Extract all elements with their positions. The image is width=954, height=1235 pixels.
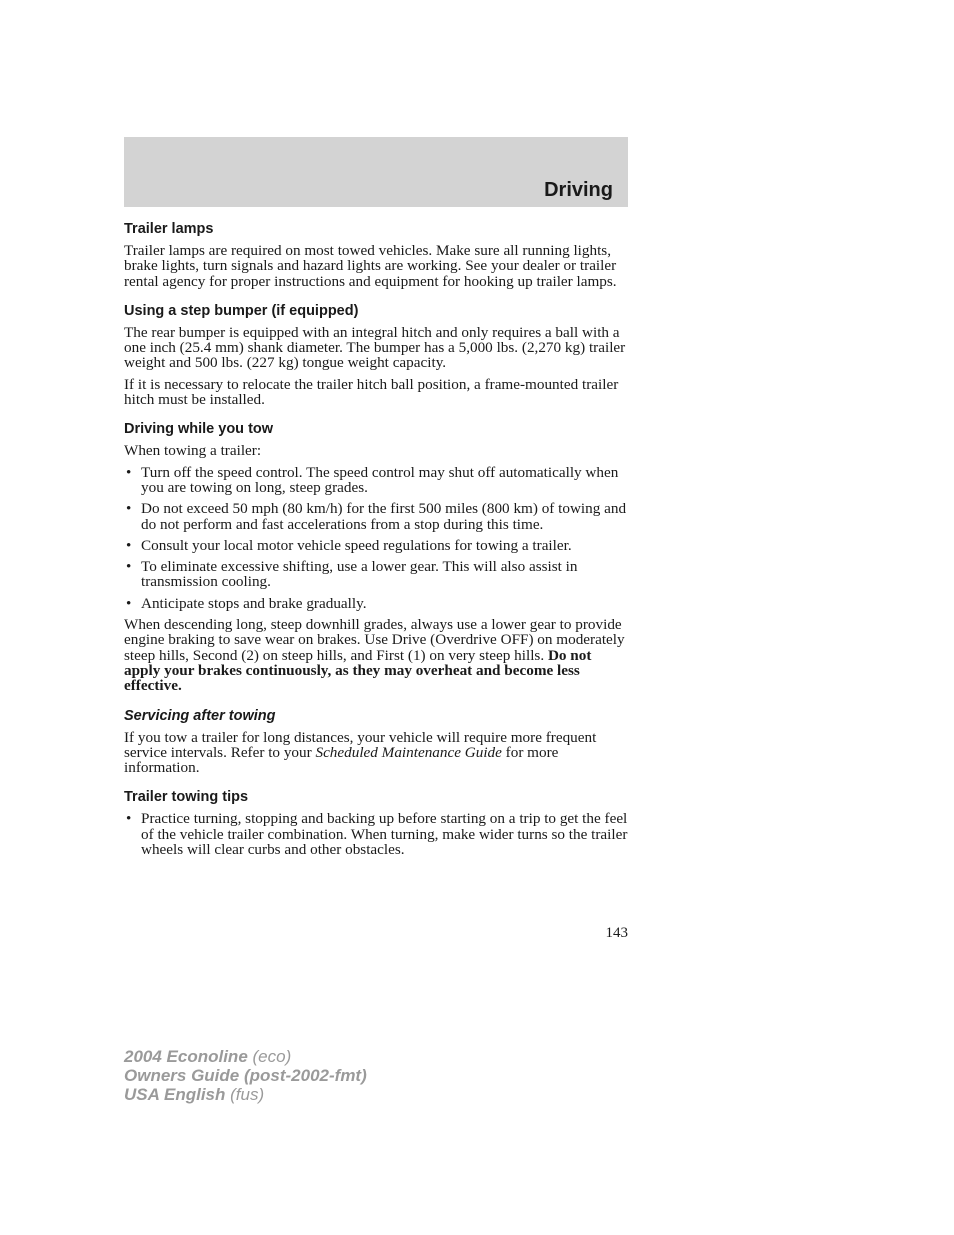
list-item-text: Turn off the speed control. The speed control may shut off automatically when you are towing on long, steep grades. — [141, 463, 619, 496]
list-item — [124, 811, 628, 857]
section-trailer-lamps — [124, 220, 628, 289]
list-item-text: Do not exceed 50 mph (80 km/h) for the first 500 miles (800 km) of towing and do not perform and fast accelerations from a stop during this time. — [141, 500, 627, 533]
bullet-glyph: • — [126, 500, 132, 518]
list-item-text: Anticipate stops and brake gradually. — [141, 594, 367, 612]
list-item-text: Practice turning, stopping and backing up before starting on a trip to get the feel of the vehicle trailer combination. When turning, make wider turns so the trailer wheels will clear curbs and other obstacles. — [141, 810, 628, 859]
guide-title-italic: Scheduled Maintenance Guide — [315, 743, 502, 761]
footer-line-guide — [124, 1066, 367, 1085]
bullet-list — [124, 811, 628, 857]
heading-step-bumper: Using a step bumper (if equipped) — [124, 302, 359, 319]
list-item-text: Consult your local motor vehicle speed regulations for towing a trailer. — [141, 536, 572, 554]
paragraph-descending-grades — [124, 617, 628, 693]
footer-line-language — [124, 1085, 367, 1104]
footer-model: 2004 Econoline — [124, 1047, 248, 1066]
bullet-glyph: • — [126, 594, 132, 612]
section-trailer-towing-tips — [124, 788, 628, 857]
paragraph — [124, 730, 628, 776]
footer-language: USA English — [124, 1085, 226, 1104]
page-number: 143 — [605, 925, 628, 941]
list-item — [124, 501, 628, 532]
paragraph: When towing a trailer: — [124, 442, 262, 460]
section-driving-while-you-tow — [124, 420, 628, 693]
footer-model-code: (eco) — [247, 1047, 292, 1066]
section-title: Driving — [544, 179, 613, 201]
paragraph-text: If you tow a trailer for long distances, your vehicle will require more frequent service intervals. Refer to your — [124, 728, 597, 761]
bullet-glyph: • — [126, 558, 132, 576]
paragraph: The rear bumper is equipped with an integral hitch and only requires a ball with a one inch (25.4 mm) shank diameter. The bumper has a 5,000 lbs. (2,270 kg) trailer weight and 500 lbs. (227 kg) tongue weight capacity. — [124, 323, 626, 372]
heading-trailer-lamps: Trailer lamps — [124, 221, 214, 237]
list-item — [124, 465, 628, 496]
section-step-bumper — [124, 302, 628, 407]
bullet-glyph: • — [126, 810, 132, 828]
list-item — [124, 559, 628, 590]
warning-bold-text: Do not apply your brakes continuously, as they may overheat and become less effective. — [124, 646, 592, 695]
footer-guide: Owners Guide (post-2002-fmt) — [124, 1066, 367, 1085]
paragraph: If it is necessary to relocate the trailer hitch ball position, a frame-mounted trailer hitch must be installed. — [124, 375, 619, 409]
bullet-glyph: • — [126, 463, 132, 481]
paragraph: Trailer lamps are required on most towed vehicles. Make sure all running lights, brake lights, turn signals and hazard lights are working. See your dealer or trailer rental agency for proper instructions and equipment for hooking up trailer lamps. — [124, 242, 617, 290]
heading-servicing-after-towing: Servicing after towing — [124, 707, 276, 724]
section-servicing-after-towing — [124, 707, 628, 776]
footer-language-code: (fus) — [225, 1085, 265, 1104]
list-item — [124, 596, 628, 611]
paragraph-text: for more information. — [124, 743, 559, 777]
footer-line-model — [124, 1047, 367, 1066]
list-item-text: To eliminate excessive shifting, use a lower gear. This will also assist in transmission cooling. — [141, 558, 578, 591]
section-header-band — [124, 137, 628, 207]
bullet-glyph: • — [126, 536, 132, 554]
document-footer — [124, 1047, 367, 1104]
list-item — [124, 538, 628, 553]
heading-trailer-towing-tips: Trailer towing tips — [124, 789, 249, 806]
heading-driving-while-you-tow: Driving while you tow — [124, 421, 274, 438]
paragraph-text: When descending long, steep downhill grades, always use a lower gear to provide engine braking to save wear on brakes. Use Drive (Overdrive OFF) on moderately steep hills, Second (2) on steep hills, and First (1) on very steep hills. — [124, 616, 625, 664]
page-content — [124, 220, 628, 870]
bullet-list — [124, 465, 628, 611]
